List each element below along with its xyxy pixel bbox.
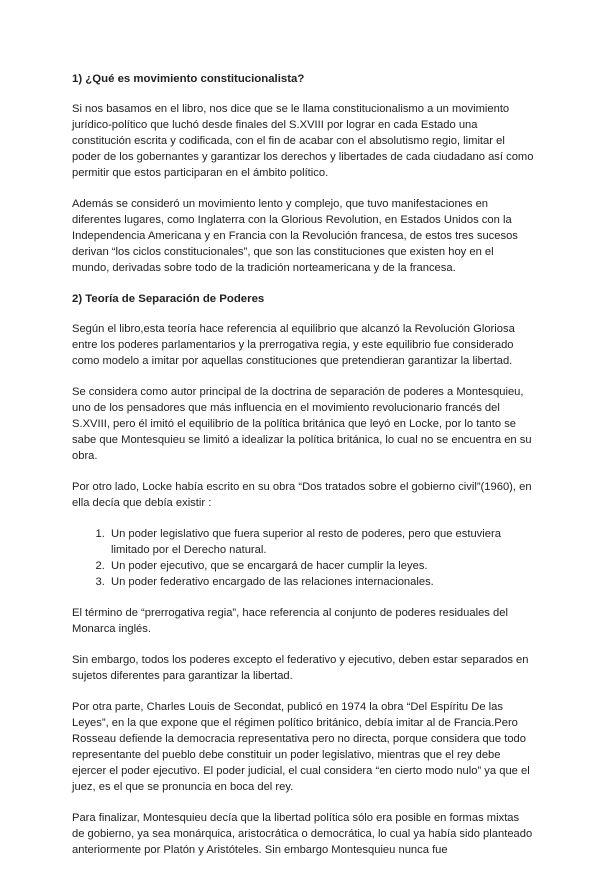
section-2-paragraph-7: Para finalizar, Montesquieu decía que la libertad política sólo era posible en formas mixtas de gobierno, ya sea monárquica, aristocrática o democrática, lo cual ya había sido planteado anteriormente por Platón y Aristóteles. Sin embargo Montesquieu nunca fue [72,812,533,856]
section-2-paragraph-2: Se considera como autor principal de la doctrina de separación de poderes a Montesquieu, uno de los pensadores que más influencia en el movimiento revolucionario francés del S.XVIII, pero él imitó el equilibrio de la política británica que leyó en Locke, por lo tanto se sabe que Montesquieu se limitó a idealizar la política británica, lo cual no se encuentra en su obra. [72,386,532,462]
section-1-heading: 1) ¿Qué es movimiento constitucionalista? [72,73,305,85]
document-body [72,71,534,873]
section-2-paragraph-5: Sin embargo, todos los poderes excepto el federativo y ejecutivo, deben estar separados en sujetos diferentes para garantizar la libertad. [72,654,529,682]
section-1-paragraph-1: Si nos basamos en el libro, nos dice que se le llama constitucionalismo a un movimiento jurídico-político que luchó desde finales del S.XVIII por lograr en cada Estado una constitución escrita y codificada, con el fin de acabar con el absolutismo regio, limitar el poder de los gobernantes y garantizar los derechos y libertades de cada ciudadano así como permitir que estos participaran en el ámbito político. [72,103,534,179]
list-item: 1. Un poder legislativo que fuera superior al resto de poderes, pero que estuviera limitado por el Derecho natural. [108,526,534,558]
section-2-paragraph-4: El término de “prerrogativa regia”, hace referencia al conjunto de poderes residuales del Monarca inglés. [72,607,508,635]
list-item: 2. Un poder ejecutivo, que se encargará de hacer cumplir la leyes. [108,558,534,574]
powers-list [72,526,534,590]
section-2-heading: 2) Teoría de Separación de Poderes [72,293,265,305]
list-item: 3. Un poder federativo encargado de las relaciones internacionales. [108,574,534,590]
section-2-paragraph-3: Por otro lado, Locke había escrito en su obra “Dos tratados sobre el gobierno civil”(1960), en ella decía que debía existir : [72,481,532,509]
section-2-paragraph-6: Por otra parte, Charles Louis de Secondat, publicó en 1974 la obra “Del Espíritu De las Leyes”, en la que expone que el régimen político británico, debía imitar al de Francia.Pero Rosseau defiende la democracia representativa pero no directa, porque considera que todo representante del pueblo debe constituir un poder legislativo, mientras que el rey debe ejercer el poder ejecutivo. El poder judicial, el cual considera “en cierto modo nulo” ya que el juez, es el que se pronuncia en boca del rey. [72,701,530,793]
section-2-paragraph-1: Según el libro,esta teoría hace referencia al equilibrio que alcanzó la Revolución Gloriosa entre los poderes parlamentarios y la prerrogativa regia, y este equilibrio fue considerado como modelo a imitar por aquellas constituciones que pretendieran garantizar la libertad. [72,323,515,367]
section-1-paragraph-2: Además se consideró un movimiento lento y complejo, que tuvo manifestaciones en diferentes lugares, como Inglaterra con la Glorious Revolution, en Estados Unidos con la Independencia Americana y en Francia con la Revolución francesa, de estos tres sucesos derivan “los ciclos constitucionales”, que son las constituciones que existen hoy en el mundo, derivadas sobre todo de la tradición norteamericana y de la francesa. [72,198,518,274]
